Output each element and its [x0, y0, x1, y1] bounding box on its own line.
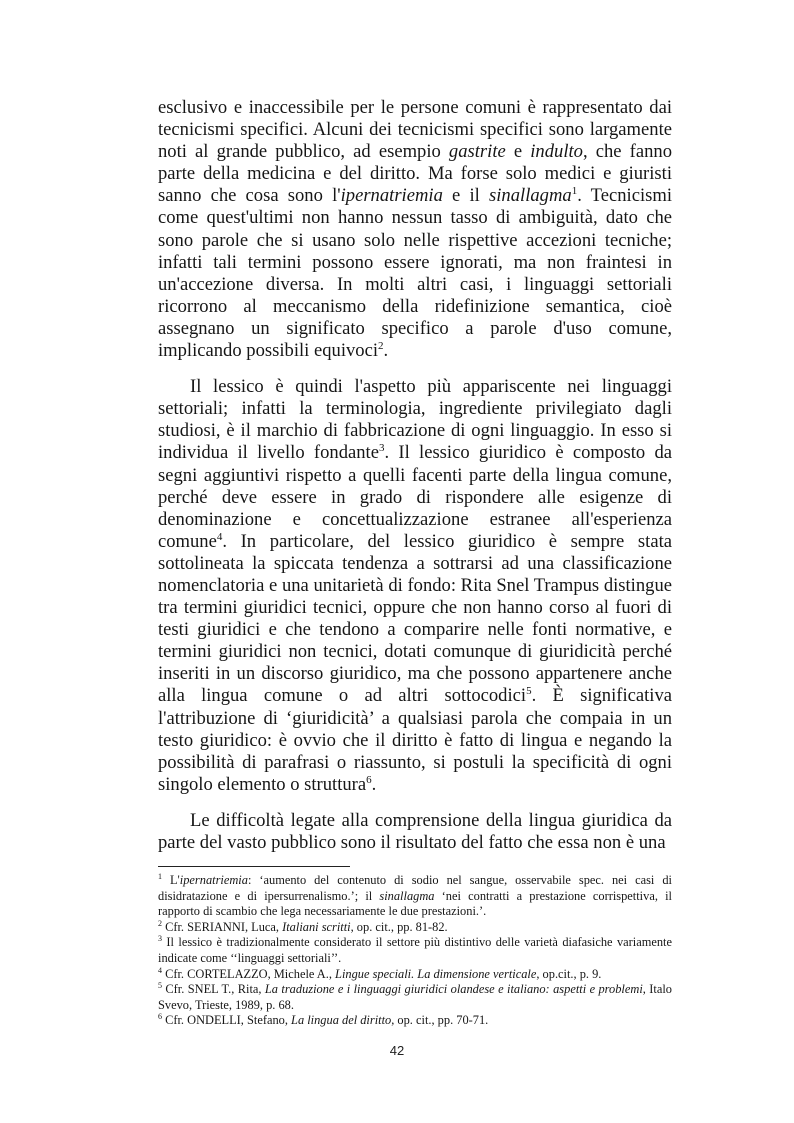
footnote-text: L'	[162, 873, 180, 887]
text-run: Le difficoltà legate alla comprensione della lingua giuridica da parte del vasto pubblico sono il risultato del fatto che essa non è una	[158, 809, 672, 853]
footnote-text: : ‘aumento del contenuto di sodio nel sangue, osservabile spec. nei casi di disidratazione e di ipersurrenalismo.’; il	[158, 873, 672, 903]
footnote-1	[158, 873, 672, 920]
footnote-3	[158, 935, 672, 966]
body-text	[158, 97, 672, 854]
footnote-italic: ipernatriemia	[179, 873, 248, 887]
text-run: . Tecnicismi come quest'ultimi non hanno nessun tasso di ambiguità, dato che sono parole che si usano solo nelle rispettive accezioni tecniche; infatti tali termini possono essere ignorati, ma non fraintesi in un'accezione diversa. In molti altri casi, i linguaggi settoriali ricorrono al meccanismo della ridefinizione semantica, cioè assegnano un significato specifico a parole d'uso comune, implicando possibili equivoci	[158, 185, 672, 362]
footnote-ref[interactable]: 2	[378, 340, 384, 353]
footnote-italic: Italiani scritti	[282, 919, 351, 934]
footnote-6	[158, 1013, 672, 1029]
footnote-number: 1	[158, 872, 162, 881]
italic-term: ipernatriemia	[340, 185, 443, 207]
footnote-italic: La traduzione e i linguaggi giuridici olandese e italiano: aspetti e problemi	[264, 982, 643, 997]
footnote-text: Il lessico è tradizionalmente considerato il settore più distintivo delle varietà diafasiche variamente indicate come ‘‘linguaggi settoriali’’.	[158, 935, 672, 965]
text-run: esclusivo e inaccessibile per le persone comuni è rappresentato dai tecnicismi specifici. Alcuni dei tecnicismi specifici sono largamente noti al grande pubblico, ad esempio	[158, 97, 672, 163]
text-run: Il lessico è quindi l'aspetto più appariscente nei linguaggi settoriali; infatti la terminologia, ingrediente privilegiato dagli studiosi, è il marchio di fabbricazione di ogni linguaggio. In esso si individua il livello fondante	[158, 376, 672, 464]
footnote-text: , op. cit., pp. 81-82.	[350, 919, 448, 934]
footnote-italic: sinallagma	[379, 888, 435, 903]
footnote-text: Cfr. SNEL T., Rita,	[162, 982, 265, 997]
paragraph-2	[158, 376, 672, 796]
footnote-text: Cfr. CORTELAZZO, Michele A.,	[162, 966, 336, 981]
paragraph-1	[158, 97, 672, 362]
italic-term: gastrite	[448, 141, 506, 163]
footnote-number: 6	[158, 1012, 162, 1022]
text-run: e	[505, 141, 531, 163]
footnote-text: , op. cit., pp. 70-71.	[391, 1013, 489, 1028]
footnote-ref[interactable]: 1	[571, 185, 578, 198]
footnote-text: Cfr. SERIANNI, Luca,	[162, 919, 283, 934]
footnote-5	[158, 982, 672, 1013]
footnote-ref[interactable]: 6	[366, 773, 372, 786]
italic-term: indulto	[530, 141, 583, 163]
footnote-text: , Italo Svevo, Trieste, 1989, p. 68.	[158, 982, 672, 1012]
footnote-ref[interactable]: 3	[378, 442, 385, 455]
footnote-number: 3	[158, 934, 162, 944]
footnote-ref[interactable]: 4	[216, 530, 223, 543]
footnote-2	[158, 920, 672, 936]
footnote-number: 2	[158, 918, 162, 928]
text-run: e il	[442, 185, 490, 207]
footnotes	[158, 873, 672, 1029]
footnote-text: Cfr. ONDELLI, Stefano,	[162, 1013, 292, 1028]
text-run: .	[371, 773, 377, 795]
text-run: . Il lessico giuridico è composto da segni aggiuntivi rispetto a quelli facenti parte della lingua comune, perché deve essere in grado di rispondere alle esigenze di denominazione e concettualizzazione estranee all'esperienza comune	[158, 442, 672, 552]
footnote-italic: La lingua del diritto	[291, 1013, 392, 1028]
page-number: 42	[389, 1043, 405, 1058]
footnote-number: 5	[158, 981, 162, 991]
text-run: . In particolare, del lessico giuridico è sempre stata sottolineata la spiccata tendenza a sottrarsi ad una classificazione nomenclatoria e una unitarietà di fondo: Rita Snel Trampus distingue tra termini giuridici tecnici, oppure che non hanno corso al fuori di testi giuridici e che tendono a comparire nelle fonti normative, e termini giuridici non tecnici, dotati comunque di giuridicità perché inseriti in un discorso giuridico, ma che possono appartenere anche alla lingua comune o ad altri sottocodici	[158, 530, 672, 707]
text-run: , che fanno parte della medicina e del diritto. Ma forse solo medici e giuristi sanno che cosa sono l'	[158, 141, 672, 207]
footnote-4	[158, 967, 672, 983]
paragraph-3	[158, 810, 672, 854]
footnote-separator	[158, 866, 350, 867]
footnote-number: 4	[158, 965, 162, 975]
footnote-italic: Lingue speciali. La dimensione verticale	[335, 966, 537, 981]
italic-term: sinallagma	[489, 185, 572, 207]
text-run: .	[383, 340, 389, 362]
footnote-text: ‘nei contratti a prestazione corrispettiva, il rapporto di scambio che lega necessariamente le due prestazioni.’.	[158, 888, 672, 919]
text-run: . È significativa l'attribuzione di ‘giuridicità’ a qualsiasi parola che compaia in un testo giuridico: è ovvio che il diritto è fatto di lingua e negando la possibilità di parafrasi o riassunto, si postuli la specificità di ogni singolo elemento o struttura	[158, 685, 672, 795]
footnote-ref[interactable]: 5	[526, 685, 532, 698]
footnote-text: , op.cit., p. 9.	[536, 966, 602, 981]
